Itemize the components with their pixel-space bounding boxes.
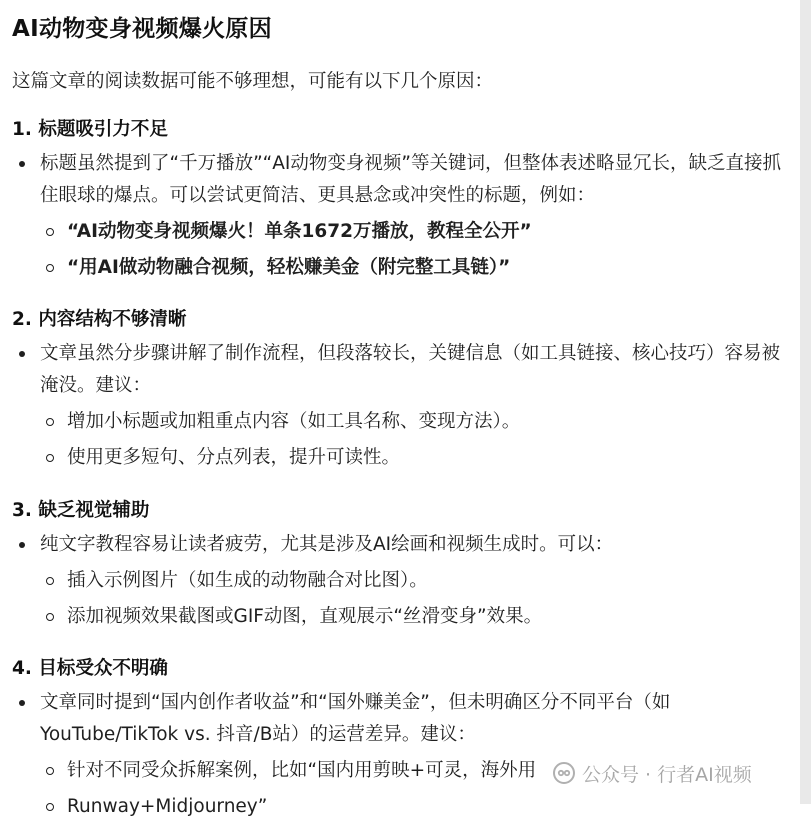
list-item: 文章同时提到“国内创作者收益”和“国外赚美金”，但未明确区分不同平台（如YouTube/TikTok vs. 抖音/B站）的运营差异。建议： (12, 687, 785, 751)
list-item: 标题虽然提到了“千万播放”“AI动物变身视频”等关键词，但整体表述略显冗长，缺乏直接抓住眼球的爆点。可以尝试更简洁、更具悬念或冲突性的标题，例如： (12, 148, 785, 212)
sub-list-item: 添加视频效果截图或GIF动图，直观展示“丝滑变身”效果。 (12, 601, 800, 633)
section-visual-aids (12, 497, 800, 633)
sub-list-item: 针对不同受众拆解案例，比如“国内用剪映+可灵，海外用 (12, 755, 800, 787)
section-title-appeal (12, 116, 800, 284)
sub-list-item: “用AI做动物融合视频，轻松赚美金（附完整工具链）” (12, 252, 800, 284)
watermark-text: 公众号 · 行者AI视频 (582, 763, 752, 786)
wechat-official-account-icon (552, 761, 576, 785)
sub-list-item: 插入示例图片（如生成的动物融合对比图）。 (12, 565, 800, 597)
section-audience (12, 655, 800, 823)
watermark (552, 758, 752, 788)
sub-list-item-continued: Runway+Midjourney” (12, 791, 800, 823)
list-item: 纯文字教程容易让读者疲劳，尤其是涉及AI绘画和视频生成时。可以： (12, 529, 785, 561)
section-structure (12, 306, 800, 474)
section-heading: 3. 缺乏视觉辅助 (12, 500, 150, 521)
scrollbar-track[interactable] (800, 0, 811, 804)
sub-list-item: “AI动物变身视频爆火！单条1672万播放，教程全公开” (12, 216, 800, 248)
section-heading: 2. 内容结构不够清晰 (12, 309, 187, 330)
intro-text: 这篇文章的阅读数据可能不够理想，可能有以下几个原因： (12, 71, 494, 92)
page-title: AI动物变身视频爆火原因 (12, 16, 272, 42)
sub-list-item: 使用更多短句、分点列表，提升可读性。 (12, 442, 800, 474)
section-heading: 4. 目标受众不明确 (12, 658, 168, 679)
list-item: 文章虽然分步骤讲解了制作流程，但段落较长，关键信息（如工具链接、核心技巧）容易被淹没。建议： (12, 338, 785, 402)
sub-list-item: 增加小标题或加粗重点内容（如工具名称、变现方法）。 (12, 406, 800, 438)
section-heading: 1. 标题吸引力不足 (12, 119, 168, 140)
